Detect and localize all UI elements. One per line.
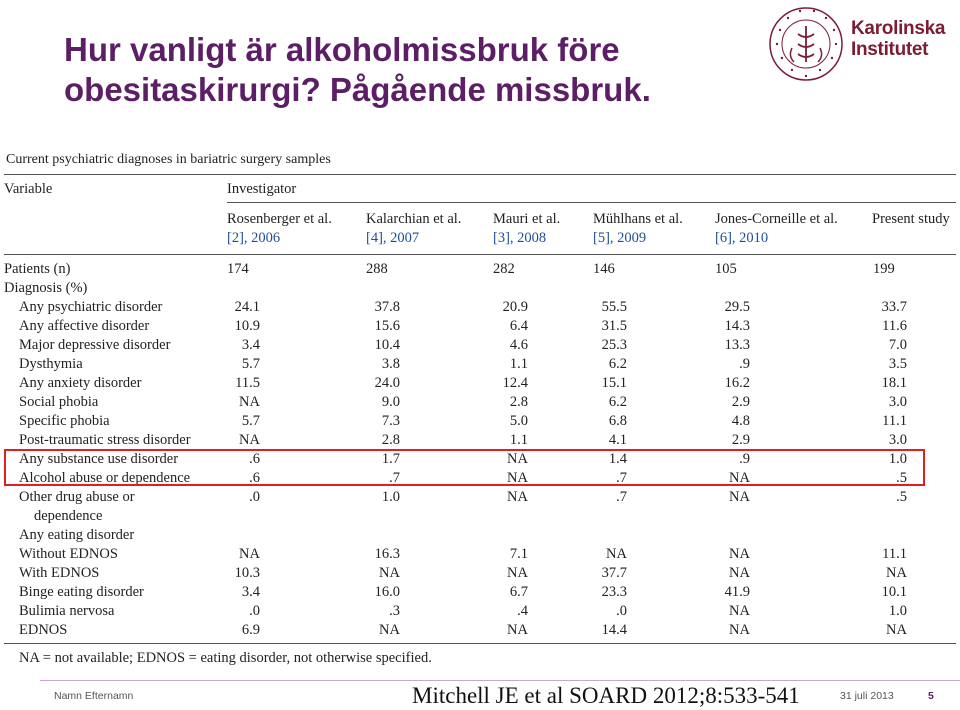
table-cell: NA — [239, 432, 260, 448]
table-cell: NA — [239, 546, 260, 562]
page-number: 5 — [928, 690, 934, 702]
table-row — [0, 336, 960, 355]
table-cell: NA — [606, 546, 627, 562]
table-cell: 10.4 — [374, 337, 400, 353]
table-cell: 23.3 — [601, 584, 627, 600]
row-label: With EDNOS — [19, 565, 100, 581]
table-cell: NA — [507, 489, 528, 505]
table-row — [0, 355, 960, 374]
table-row — [0, 298, 960, 317]
table-cell: .3 — [389, 603, 400, 619]
table-cell: 105 — [715, 261, 737, 277]
row-label: Other drug abuse or — [19, 489, 135, 505]
table-cell: 6.7 — [509, 584, 528, 600]
table-cell: NA — [379, 565, 400, 581]
table-cell: 146 — [593, 261, 615, 277]
study-name: Present study — [872, 211, 950, 227]
table-cell: 11.6 — [882, 318, 907, 334]
table-cell: .7 — [616, 489, 627, 505]
table-cell: .0 — [249, 603, 260, 619]
study-reference[interactable]: [3], 2008 — [493, 230, 547, 246]
study-name: Mühlhans et al. — [593, 211, 683, 227]
table-cell: 20.9 — [502, 299, 528, 315]
study-header-5 — [715, 210, 838, 248]
table-cell: 282 — [493, 261, 515, 277]
table-cell: 7.0 — [888, 337, 907, 353]
row-label: Binge eating disorder — [19, 584, 144, 600]
slide-title-line-1: Hur vanligt är alkoholmissbruk före — [64, 31, 620, 68]
table-cell: 10.9 — [234, 318, 260, 334]
footer-date: 31 juli 2013 — [840, 690, 894, 702]
slide-title-line-2: obesitaskirurgi? Pågående missbruk. — [64, 71, 651, 108]
table-cell: 6.2 — [608, 394, 627, 410]
table-cell: NA — [507, 470, 528, 486]
header-bottom-rule — [4, 254, 956, 255]
table-cell: 41.9 — [724, 584, 750, 600]
seal-icon — [770, 8, 842, 80]
table-cell: 29.5 — [724, 299, 750, 315]
table-row — [0, 393, 960, 412]
table-cell: 11.1 — [882, 413, 907, 429]
table-cell: 3.4 — [241, 337, 260, 353]
table-cell: 1.1 — [509, 432, 528, 448]
highlight-box — [4, 449, 925, 486]
table-cell: .7 — [389, 470, 400, 486]
row-label: Without EDNOS — [19, 546, 118, 562]
table-cell: 3.4 — [241, 584, 260, 600]
study-header-2 — [366, 210, 461, 248]
row-label: Social phobia — [19, 394, 99, 410]
table-cell: 5.7 — [241, 356, 260, 372]
table-cell: .6 — [249, 451, 260, 467]
table-row — [0, 488, 960, 526]
row-label: Patients (n) — [4, 261, 71, 277]
table-cell: NA — [729, 489, 750, 505]
table-cell: NA — [886, 622, 907, 638]
table-cell: 11.5 — [235, 375, 260, 391]
table-cell: .0 — [616, 603, 627, 619]
table-cell: 12.4 — [502, 375, 528, 391]
table-cell: NA — [729, 546, 750, 562]
table-cell: 55.5 — [601, 299, 627, 315]
table-cell: 4.6 — [509, 337, 528, 353]
row-label: Any psychiatric disorder — [19, 299, 163, 315]
investigator-rule — [227, 202, 956, 203]
table-cell: 10.3 — [234, 565, 260, 581]
slide-title — [64, 30, 651, 110]
row-label: Dysthymia — [19, 356, 83, 372]
table-cell: NA — [729, 622, 750, 638]
study-name: Rosenberger et al. — [227, 211, 332, 227]
table-cell: .6 — [249, 470, 260, 486]
karolinska-wordmark — [851, 18, 945, 60]
table-cell: 37.8 — [374, 299, 400, 315]
table-cell: 6.2 — [608, 356, 627, 372]
table-cell: 11.1 — [882, 546, 907, 562]
table-cell: 24.0 — [374, 375, 400, 391]
table-cell: 4.1 — [608, 432, 627, 448]
study-header-1 — [227, 210, 332, 248]
study-reference[interactable]: [5], 2009 — [593, 230, 647, 246]
table-bottom-rule — [4, 643, 956, 644]
table-row — [0, 412, 960, 431]
table-cell: 3.5 — [888, 356, 907, 372]
table-cell: 3.0 — [888, 432, 907, 448]
table-cell: .5 — [896, 489, 907, 505]
table-cell: 7.1 — [509, 546, 528, 562]
table-cell: NA — [729, 603, 750, 619]
study-name: Jones-Corneille et al. — [715, 211, 838, 227]
row-label-continuation: dependence — [34, 508, 103, 524]
table-cell: 199 — [873, 261, 895, 277]
table-row — [0, 621, 960, 640]
citation: Mitchell JE et al SOARD 2012;8:533-541 — [412, 683, 800, 708]
row-label: Post-traumatic stress disorder — [19, 432, 191, 448]
table-cell: NA — [379, 622, 400, 638]
table-cell: 174 — [227, 261, 249, 277]
table-cell: 14.3 — [724, 318, 750, 334]
table-cell: 14.4 — [601, 622, 627, 638]
table-cell: 25.3 — [601, 337, 627, 353]
table-cell: 16.2 — [724, 375, 750, 391]
table-caption: Current psychiatric diagnoses in bariatric surgery samples — [6, 152, 331, 167]
table-cell: NA — [886, 565, 907, 581]
table-cell: 15.1 — [601, 375, 627, 391]
row-label: Any eating disorder — [19, 527, 135, 543]
table-cell: 31.5 — [601, 318, 627, 334]
table-cell: 24.1 — [234, 299, 260, 315]
footer-author: Namn Efternamn — [54, 690, 134, 702]
table-cell: NA — [729, 470, 750, 486]
table-row — [0, 526, 960, 545]
table-cell: 1.0 — [381, 489, 400, 505]
table-cell: 33.7 — [881, 299, 907, 315]
table-cell: 1.7 — [381, 451, 400, 467]
table-cell: 6.9 — [241, 622, 260, 638]
table-cell: .4 — [517, 603, 528, 619]
study-reference[interactable]: [4], 2007 — [366, 230, 420, 246]
table-cell: 18.1 — [881, 375, 907, 391]
investigator-header: Investigator — [227, 181, 297, 197]
study-header-3 — [493, 210, 560, 248]
table-cell: .0 — [249, 489, 260, 505]
table-cell: 1.1 — [509, 356, 528, 372]
table-cell: 2.8 — [509, 394, 528, 410]
row-label: Any anxiety disorder — [19, 375, 142, 391]
table-row — [0, 431, 960, 450]
table-cell: 2.9 — [731, 432, 750, 448]
study-name: Kalarchian et al. — [366, 211, 462, 227]
table-cell: 13.3 — [724, 337, 750, 353]
table-cell: 5.7 — [241, 413, 260, 429]
table-cell: .9 — [739, 356, 750, 372]
row-label: Specific phobia — [19, 413, 110, 429]
table-cell: 16.0 — [374, 584, 400, 600]
row-label: Diagnosis (%) — [4, 280, 88, 296]
study-name: Mauri et al. — [493, 211, 561, 227]
table-row — [0, 279, 960, 298]
table-footnote: NA = not available; EDNOS = eating disorder, not otherwise specified. — [19, 650, 432, 666]
study-reference[interactable]: [2], 2006 — [227, 230, 281, 246]
table-cell: 1.4 — [608, 451, 627, 467]
table-cell: .7 — [616, 470, 627, 486]
table-cell: 6.4 — [509, 318, 528, 334]
table-cell: NA — [507, 451, 528, 467]
table-top-rule — [4, 174, 956, 175]
table-cell: 2.8 — [381, 432, 400, 448]
row-label: Bulimia nervosa — [19, 603, 115, 619]
row-label: Major depressive disorder — [19, 337, 171, 353]
table-cell: 3.0 — [888, 394, 907, 410]
table-row — [0, 564, 960, 583]
table-row — [0, 583, 960, 602]
table-cell: 16.3 — [374, 546, 400, 562]
table-row — [0, 317, 960, 336]
footer-divider — [40, 680, 960, 681]
row-label: Any affective disorder — [19, 318, 150, 334]
table-cell: NA — [239, 394, 260, 410]
wordmark-line-2: Institutet — [851, 39, 929, 60]
table-cell: 15.6 — [374, 318, 400, 334]
table-cell: 4.8 — [731, 413, 750, 429]
table-row — [0, 545, 960, 564]
wordmark-line-1: Karolinska — [851, 18, 946, 39]
table-cell: NA — [507, 565, 528, 581]
study-reference[interactable]: [6], 2010 — [715, 230, 769, 246]
row-label: EDNOS — [19, 622, 68, 638]
table-cell: 1.0 — [888, 603, 907, 619]
row-label: Any substance use disorder — [19, 451, 179, 467]
table-cell: 5.0 — [509, 413, 528, 429]
table-row — [0, 260, 960, 279]
table-cell: .5 — [896, 470, 907, 486]
table-row — [0, 374, 960, 393]
table-cell: NA — [507, 622, 528, 638]
study-header-4 — [593, 210, 683, 248]
table-cell: 2.9 — [731, 394, 750, 410]
table-cell: .9 — [739, 451, 750, 467]
variable-header: Variable — [4, 181, 53, 197]
study-header-6 — [872, 210, 950, 229]
row-label: Alcohol abuse or dependence — [19, 470, 191, 486]
table-cell: 288 — [366, 261, 388, 277]
table-row — [0, 602, 960, 621]
table-cell: 37.7 — [601, 565, 627, 581]
table-cell: 9.0 — [381, 394, 400, 410]
table-cell: 1.0 — [888, 451, 907, 467]
table-cell: NA — [729, 565, 750, 581]
table-cell: 7.3 — [381, 413, 400, 429]
table-cell: 10.1 — [881, 584, 907, 600]
table-cell: 6.8 — [608, 413, 627, 429]
table-cell: 3.8 — [381, 356, 400, 372]
